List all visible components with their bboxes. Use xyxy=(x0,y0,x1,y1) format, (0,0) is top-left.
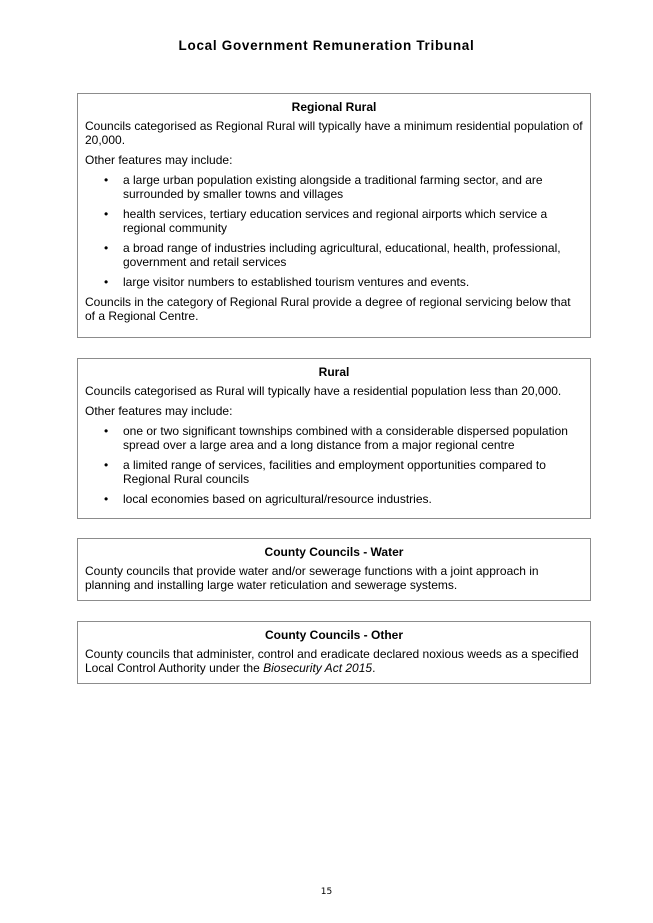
page-header-title: Local Government Remuneration Tribunal xyxy=(178,38,475,53)
list-item-text: one or two significant townships combined with a considerable dispersed population spread over a large area and a long distance from a major regional centre xyxy=(123,424,568,452)
bullet-icon: • xyxy=(104,173,109,187)
rural-box xyxy=(77,358,591,519)
county-other-title: County Councils - Other xyxy=(265,628,403,642)
rural-title: Rural xyxy=(318,365,350,379)
list-item xyxy=(85,424,583,452)
regional-rural-title: Regional Rural xyxy=(291,100,377,114)
rural-intro: Councils categorised as Rural will typically have a residential population less than 20,000. xyxy=(85,384,562,398)
regional-rural-features-lead: Other features may include: xyxy=(85,153,233,167)
list-item xyxy=(85,241,583,269)
list-item xyxy=(85,275,583,289)
county-other-body-prefix: County councils that administer, control and eradicate declared noxious weeds as a specified Local Control Authority under the xyxy=(85,647,579,675)
list-item xyxy=(85,207,583,235)
page-number: 15 xyxy=(320,887,333,897)
bullet-icon: • xyxy=(104,275,109,289)
county-other-box xyxy=(77,621,591,684)
list-item-text: large visitor numbers to established tourism ventures and events. xyxy=(123,275,470,289)
bullet-icon: • xyxy=(104,492,109,506)
list-item xyxy=(85,173,583,201)
county-other-body-suffix: . xyxy=(372,661,376,675)
county-water-title: County Councils - Water xyxy=(264,545,404,559)
rural-features-lead: Other features may include: xyxy=(85,404,233,418)
county-water-box xyxy=(77,538,591,601)
bullet-icon: • xyxy=(104,207,109,221)
county-water-body: County councils that provide water and/or sewerage functions with a joint approach in planning and installing large water reticulation and sewerage systems. xyxy=(85,564,539,592)
bullet-icon: • xyxy=(104,424,109,438)
regional-rural-closing: Councils in the category of Regional Rural provide a degree of regional servicing below that of a Regional Centre. xyxy=(85,295,571,323)
bullet-icon: • xyxy=(104,458,109,472)
bullet-icon: • xyxy=(104,241,109,255)
regional-rural-feature-list xyxy=(85,173,583,289)
list-item-text: a limited range of services, facilities and employment opportunities compared to Regional Rural councils xyxy=(123,458,546,486)
county-other-act-name: Biosecurity Act 2015 xyxy=(263,661,373,675)
regional-rural-box xyxy=(77,93,591,338)
list-item-text: local economies based on agricultural/resource industries. xyxy=(123,492,432,506)
list-item-text: a broad range of industries including agricultural, educational, health, professional, government and retail services xyxy=(123,241,561,269)
county-other-body xyxy=(85,647,583,675)
list-item-text: a large urban population existing alongside a traditional farming sector, and are surrounded by smaller towns and villages xyxy=(123,173,543,201)
list-item xyxy=(85,458,583,486)
list-item xyxy=(85,492,583,506)
list-item-text: health services, tertiary education services and regional airports which service a regional community xyxy=(123,207,548,235)
regional-rural-intro: Councils categorised as Regional Rural will typically have a minimum residential population of 20,000. xyxy=(85,119,583,147)
rural-feature-list xyxy=(85,424,583,506)
